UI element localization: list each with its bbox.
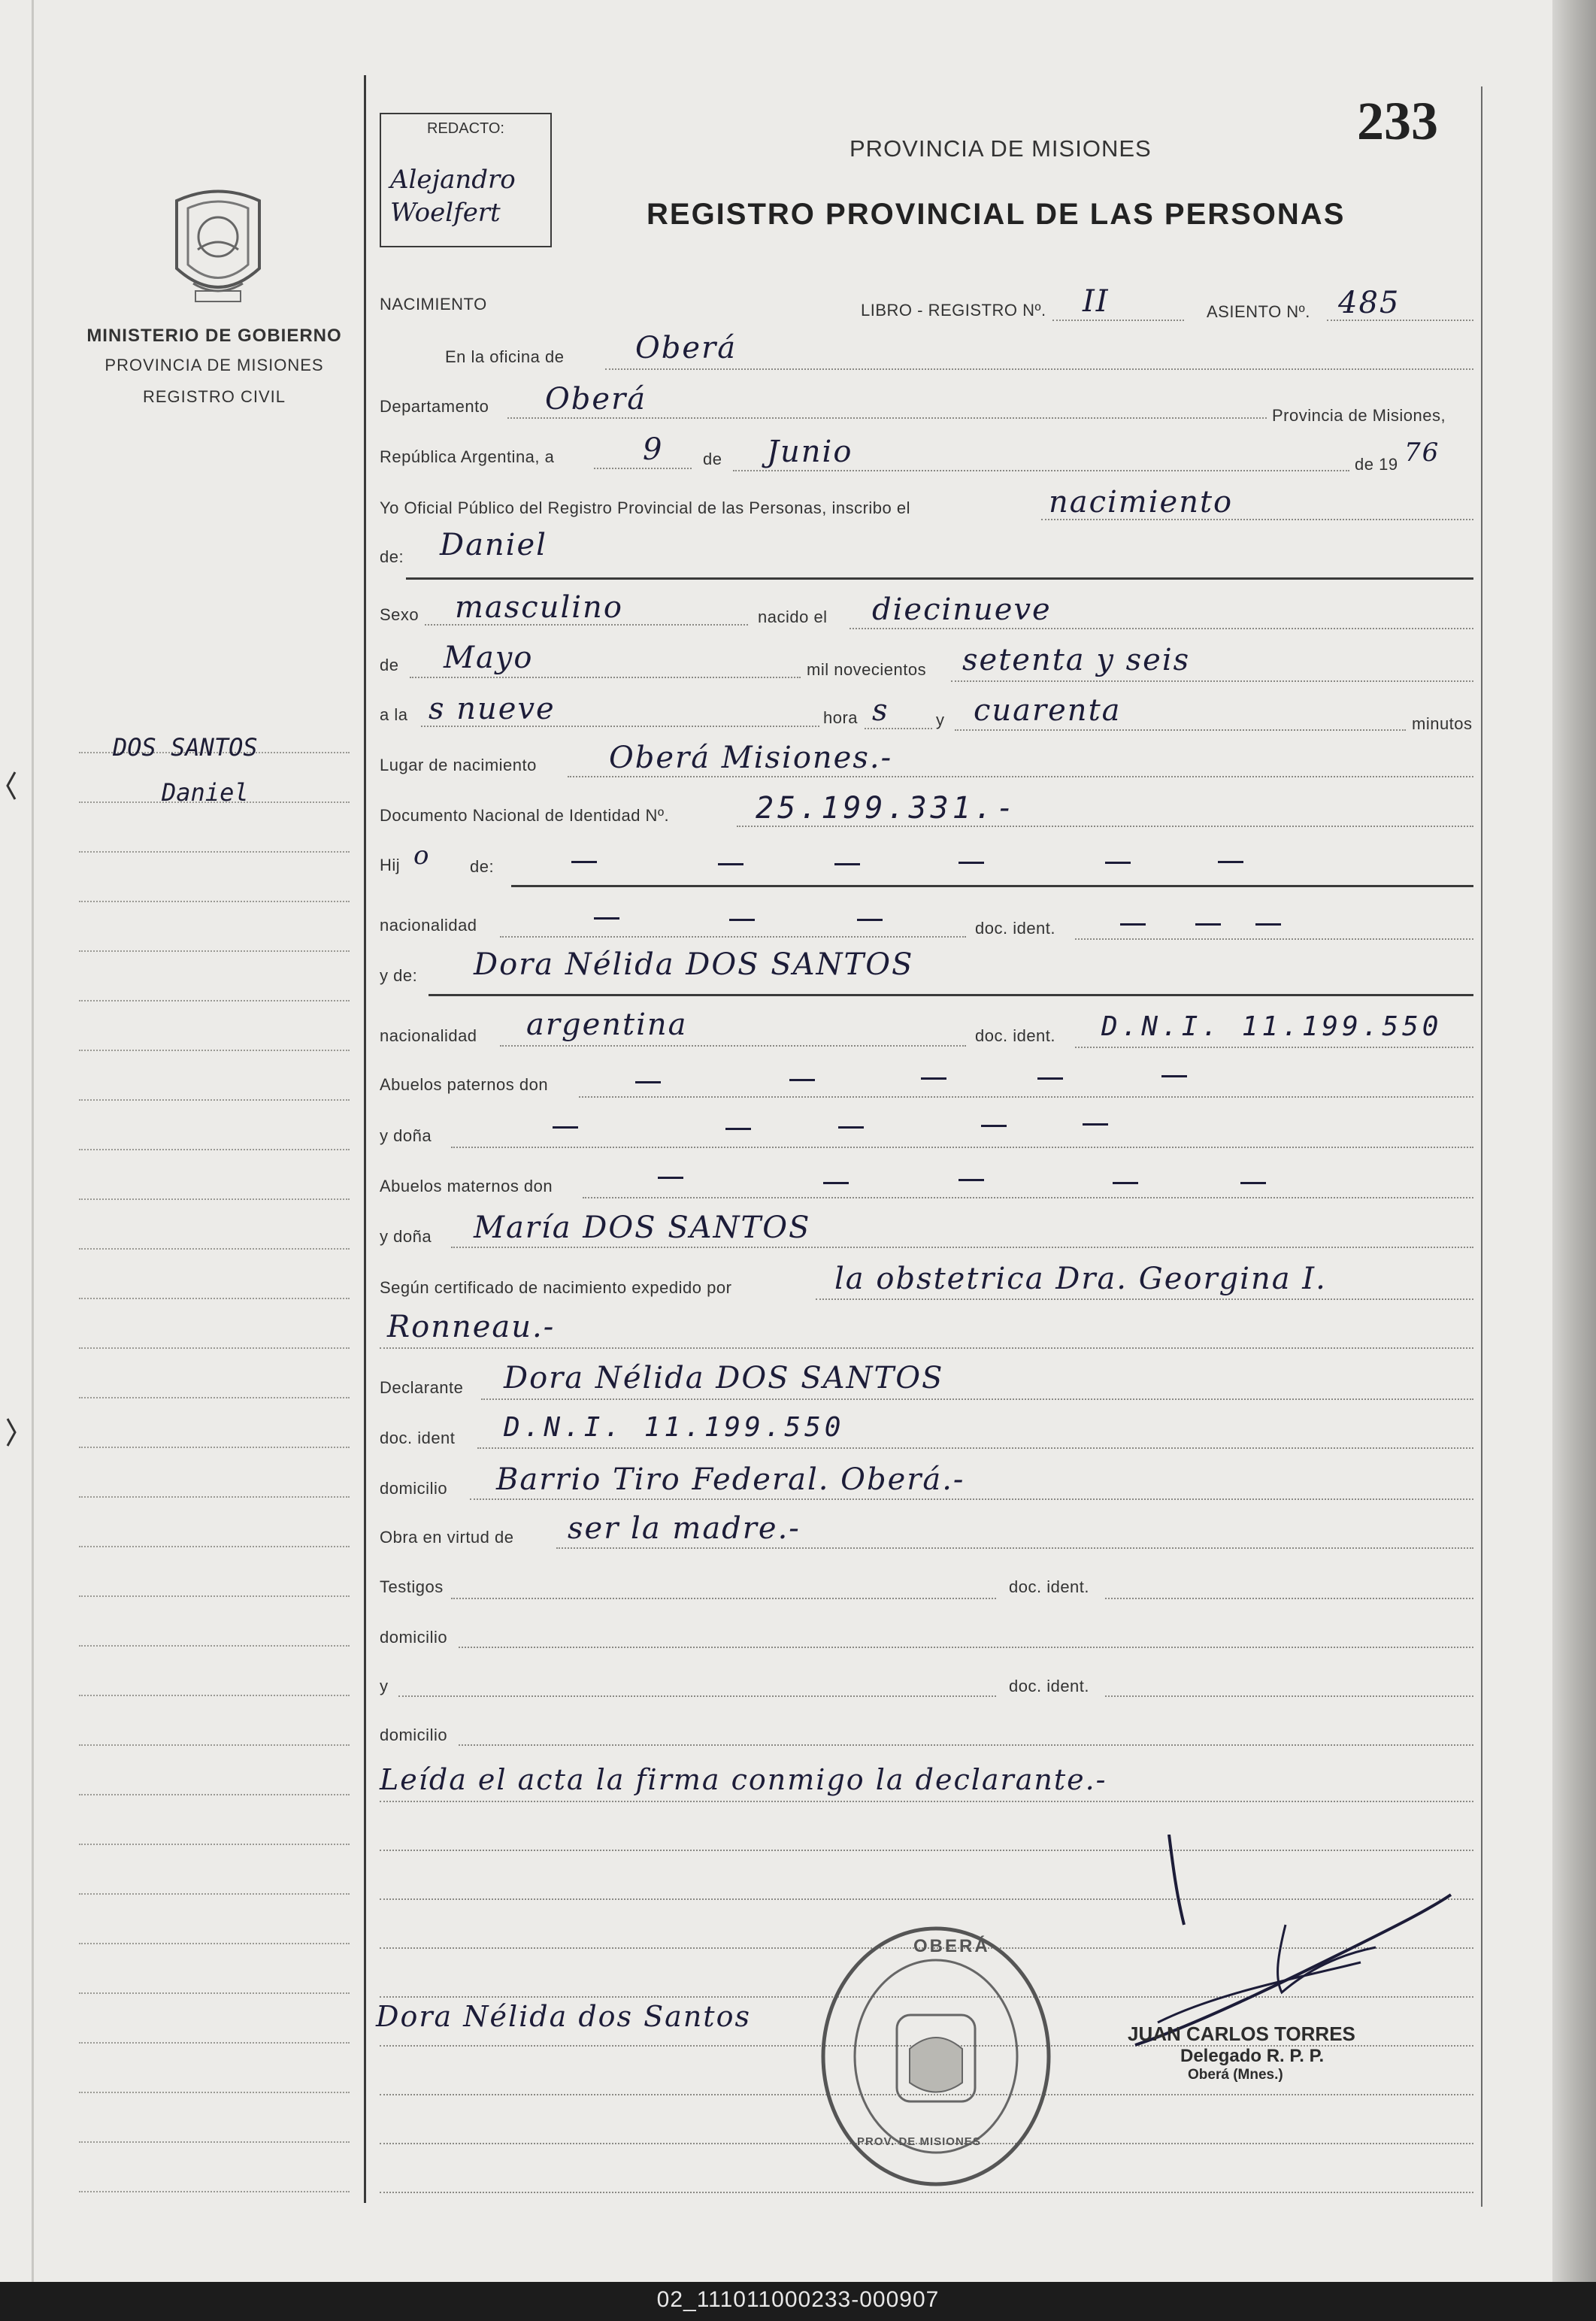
- declarante-value: Dora Nélida DOS SANTOS: [504, 1361, 944, 1395]
- abuela-mat-value: María DOS SANTOS: [474, 1210, 811, 1245]
- margin-rule-line: [79, 901, 350, 902]
- doc-ident4-label: doc. ident.: [1009, 1577, 1090, 1596]
- certificado-value-2: Ronneau.-: [387, 1310, 556, 1344]
- dia-value: 9: [643, 432, 664, 467]
- documento-value: 25.199.331.-: [756, 791, 1018, 826]
- margin-rule-line: [79, 1447, 350, 1448]
- empty-dash: [1218, 861, 1243, 863]
- seal-top-text: OBERÁ: [913, 1936, 990, 1956]
- domicilio2-label: domicilio: [380, 1628, 448, 1647]
- margin-rule-line: [79, 1347, 350, 1349]
- alas-value: s nueve: [429, 692, 556, 726]
- certificado-line-2: [380, 1347, 1473, 1349]
- certificado-line: [816, 1298, 1473, 1300]
- nacido-line: [849, 628, 1473, 629]
- blank-line: [380, 2192, 1473, 2193]
- y-dona2-line: [451, 1247, 1473, 1248]
- documento-label: Documento Nacional de Identidad Nº.: [380, 806, 670, 825]
- empty-dash: [1037, 1077, 1063, 1080]
- oficina-line: [605, 368, 1473, 370]
- declarante-signature: Dora Nélida dos Santos: [376, 2000, 751, 2033]
- testigos-line: [451, 1598, 996, 1599]
- y-label: y: [936, 711, 945, 729]
- y-dona2-label: y doña: [380, 1227, 432, 1246]
- nacionalidad2-value: argentina: [526, 1007, 688, 1042]
- margin-rule-line: [79, 2141, 350, 2143]
- anio-value: 76: [1404, 438, 1440, 468]
- nombre-value: Daniel: [440, 528, 547, 562]
- provincia-label: Provincia de Misiones,: [1272, 406, 1446, 425]
- redacto-name-line2: Woelfert: [390, 198, 501, 228]
- anio-nac-line: [951, 680, 1473, 682]
- hijo-de-line: [511, 885, 1473, 887]
- empty-dash: [823, 1182, 849, 1184]
- declarante-line: [481, 1398, 1473, 1400]
- nacionalidad2-label: nacionalidad: [380, 1026, 477, 1045]
- departamento-value: Oberá: [545, 382, 647, 417]
- lectura-text: Leída el acta la firma conmigo la declarante.-: [380, 1763, 1107, 1796]
- empty-dash: [553, 1126, 578, 1129]
- ministry-block: [79, 323, 350, 412]
- empty-dash: [1240, 1182, 1266, 1184]
- redacto-name: [390, 163, 516, 229]
- empty-dash: [959, 862, 984, 864]
- sexo-label: Sexo: [380, 605, 419, 624]
- departamento-label: Departamento: [380, 397, 489, 416]
- doc-ident3-label: doc. ident: [380, 1429, 456, 1447]
- margin-rule-line: [79, 950, 350, 952]
- declarante-label: Declarante: [380, 1378, 464, 1397]
- domicilio-label: domicilio: [380, 1479, 448, 1498]
- doc-ident5-line: [1105, 1695, 1473, 1697]
- margin-rule-line: [79, 1149, 350, 1150]
- empty-dash: [1195, 923, 1221, 926]
- empty-dash: [1113, 1182, 1138, 1184]
- y-de-label: y de:: [380, 966, 418, 985]
- empty-dash: [838, 1126, 864, 1129]
- margin-rule-line: [79, 1050, 350, 1051]
- asiento-label: ASIENTO Nº.: [1207, 302, 1310, 321]
- doc-ident5-label: doc. ident.: [1009, 1677, 1090, 1695]
- margin-rule-line: [79, 1695, 350, 1696]
- nacido-label: nacido el: [758, 608, 828, 626]
- nacido-value: diecinueve: [872, 592, 1052, 627]
- binding-mark: [6, 771, 17, 801]
- margin-rule-line: [79, 1298, 350, 1299]
- empty-dash: [1083, 1123, 1108, 1126]
- abuelos-mat-label: Abuelos maternos don: [380, 1177, 553, 1195]
- departamento-line: [507, 417, 1267, 419]
- certificado-value: la obstetrica Dra. Georgina I.: [834, 1262, 1327, 1296]
- mes-value: Junio: [767, 435, 853, 469]
- provincial-coat-of-arms-icon: [162, 178, 274, 310]
- mes-nac-line: [410, 677, 801, 678]
- binding-mark: [6, 1417, 17, 1447]
- ministry-province: PROVINCIA DE MISIONES: [104, 356, 324, 374]
- empty-dash: [1120, 923, 1146, 926]
- blank-line: [380, 1801, 1473, 1802]
- empty-dash: [857, 919, 883, 921]
- testigos-label: Testigos: [380, 1577, 444, 1596]
- margin-rule-line: [79, 1000, 350, 1001]
- alas-label: a la: [380, 705, 408, 724]
- nacionalidad-line: [500, 936, 966, 938]
- margin-given-name: Daniel: [162, 778, 249, 807]
- column-divider: [364, 75, 366, 2203]
- madre-value: Dora Nélida DOS SANTOS: [474, 947, 914, 982]
- margin-rule-line: [79, 2191, 350, 2192]
- binder-edge: [1552, 0, 1596, 2282]
- dia-line: [594, 468, 692, 469]
- empty-dash: [718, 863, 743, 865]
- hora-value: s: [872, 693, 889, 728]
- redacto-label: REDACTO:: [427, 120, 504, 137]
- doc-ident-line: [1075, 938, 1473, 940]
- mes-line: [733, 470, 1349, 471]
- registry-title: REGISTRO PROVINCIAL DE LAS PERSONAS: [647, 198, 1346, 231]
- margin-rule-line: [79, 1893, 350, 1895]
- margin-rule-line: [79, 851, 350, 853]
- domicilio2-line: [459, 1647, 1473, 1648]
- empty-dash: [594, 917, 619, 920]
- doc-ident2-label: doc. ident.: [975, 1026, 1056, 1045]
- de-mes-label: de: [380, 656, 399, 674]
- ministry-registry: REGISTRO CIVIL: [142, 387, 286, 406]
- doc-ident3-value: D.N.I. 11.199.550: [504, 1412, 845, 1443]
- nombre-line: [406, 577, 1473, 580]
- margin-rule-line: [79, 1397, 350, 1398]
- province-title: PROVINCIA DE MISIONES: [849, 135, 1152, 162]
- empty-dash: [571, 861, 597, 863]
- abuelos-pat-label: Abuelos paternos don: [380, 1075, 549, 1094]
- empty-dash: [981, 1125, 1007, 1127]
- domicilio-value: Barrio Tiro Federal. Oberá.-: [496, 1462, 965, 1497]
- oficial-label: Yo Oficial Público del Registro Provincial de las Personas, inscribo el: [380, 498, 911, 517]
- margin-rule-line: [79, 1595, 350, 1597]
- margin-rule-line: [79, 1248, 350, 1250]
- domicilio3-label: domicilio: [380, 1726, 448, 1744]
- minutos-line: [955, 729, 1406, 731]
- hijo-de-label: de:: [470, 857, 495, 876]
- empty-dash: [1105, 862, 1131, 864]
- right-border: [1481, 86, 1482, 2207]
- hora-label: hora: [823, 708, 859, 727]
- republica-label: República Argentina, a: [380, 447, 555, 466]
- lugar-label: Lugar de nacimiento: [380, 756, 537, 774]
- abuelos-pat-line: [579, 1096, 1473, 1098]
- margin-surname: DOS SANTOS: [113, 733, 258, 762]
- libro-value: II: [1083, 284, 1110, 319]
- hora-line: [865, 728, 932, 729]
- y-dona-label: y doña: [380, 1126, 432, 1145]
- oficina-label: En la oficina de: [445, 347, 565, 366]
- margin-rule-line: [79, 1992, 350, 1994]
- empty-dash: [729, 919, 755, 921]
- empty-dash: [1161, 1075, 1187, 1077]
- de-label: de: [703, 450, 722, 468]
- sexo-value: masculino: [455, 590, 623, 625]
- margin-rule-line: [79, 1496, 350, 1498]
- redacto-name-line1: Alejandro: [390, 165, 516, 195]
- margin-rule-line: [79, 1099, 350, 1101]
- nacionalidad-label: nacionalidad: [380, 916, 477, 935]
- y2-label: y: [380, 1677, 389, 1695]
- margin-rule-line: [79, 2042, 350, 2044]
- y2-line: [398, 1695, 996, 1697]
- y-dona-line: [451, 1147, 1473, 1148]
- margin-rule-line: [79, 2092, 350, 2093]
- oficial-value: nacimiento: [1049, 485, 1234, 520]
- ministry-name: MINISTERIO DE GOBIERNO: [86, 326, 342, 346]
- empty-dash: [789, 1079, 815, 1081]
- margin-rule-line: [79, 1844, 350, 1845]
- certificado-label: Según certificado de nacimiento expedido por: [380, 1278, 732, 1297]
- doc-ident3-line: [477, 1447, 1473, 1449]
- oficina-value: Oberá: [635, 331, 737, 365]
- doc-ident-label: doc. ident.: [975, 919, 1056, 938]
- nacionalidad2-line: [500, 1045, 966, 1047]
- mes-nac-value: Mayo: [444, 641, 534, 675]
- hijo-label: Hij: [380, 856, 401, 874]
- margin-rule-line: [79, 1198, 350, 1200]
- footer-image-id: 02_111011000233-000907: [656, 2287, 940, 2312]
- mil-label: mil novecientos: [807, 660, 927, 679]
- doc-ident2-line: [1075, 1047, 1473, 1048]
- libro-label: LIBRO - REGISTRO Nº.: [861, 301, 1046, 320]
- lugar-value: Oberá Misiones.-: [609, 741, 893, 775]
- doc-ident4-line: [1105, 1598, 1473, 1599]
- margin-rule-line: [79, 1645, 350, 1647]
- obra-label: Obra en virtud de: [380, 1528, 514, 1547]
- documento-line: [737, 826, 1473, 827]
- empty-dash: [834, 863, 860, 865]
- obra-line: [556, 1547, 1473, 1549]
- domicilio3-line: [459, 1744, 1473, 1746]
- libro-line: [1052, 320, 1184, 321]
- minutos-value: cuarenta: [974, 693, 1122, 728]
- margin-rule-line: [79, 1744, 350, 1746]
- margin-rule-line: [79, 1546, 350, 1547]
- margin-fold-line: [32, 0, 34, 2282]
- empty-dash: [658, 1177, 683, 1179]
- empty-dash: [635, 1081, 661, 1083]
- nacimiento-label: NACIMIENTO: [380, 295, 487, 314]
- registry-seal-icon: [816, 1921, 1056, 2192]
- lugar-line: [568, 776, 1473, 777]
- empty-dash: [921, 1077, 946, 1080]
- anio-nac-value: setenta y seis: [962, 643, 1191, 677]
- hijo-value: o: [413, 841, 431, 871]
- margin-rule-line: [79, 1794, 350, 1795]
- anio-label: de 19: [1355, 455, 1398, 474]
- obra-value: ser la madre.-: [568, 1511, 801, 1546]
- minutos-label: minutos: [1412, 714, 1473, 733]
- official-stamp: [1128, 2023, 1413, 2083]
- page-number: 233: [1357, 91, 1438, 151]
- seal-bottom-text: PROV. DE MISIONES: [857, 2135, 981, 2148]
- domicilio-line: [470, 1498, 1473, 1500]
- doc-ident2-value: D.N.I. 11.199.550: [1101, 1011, 1443, 1042]
- redacto-box: [380, 113, 552, 247]
- official-name: JUAN CARLOS TORRES: [1128, 2023, 1355, 2045]
- empty-dash: [725, 1128, 751, 1130]
- de-nombre-label: de:: [380, 547, 404, 566]
- asiento-value: 485: [1338, 286, 1401, 320]
- margin-rule-line: [79, 1943, 350, 1944]
- official-title: Delegado R. P. P.: [1180, 2046, 1325, 2066]
- official-place: Oberá (Mnes.): [1188, 2067, 1283, 2083]
- empty-dash: [1255, 923, 1281, 926]
- madre-line: [429, 994, 1473, 996]
- abuelos-mat-line: [583, 1197, 1473, 1198]
- empty-dash: [959, 1179, 984, 1181]
